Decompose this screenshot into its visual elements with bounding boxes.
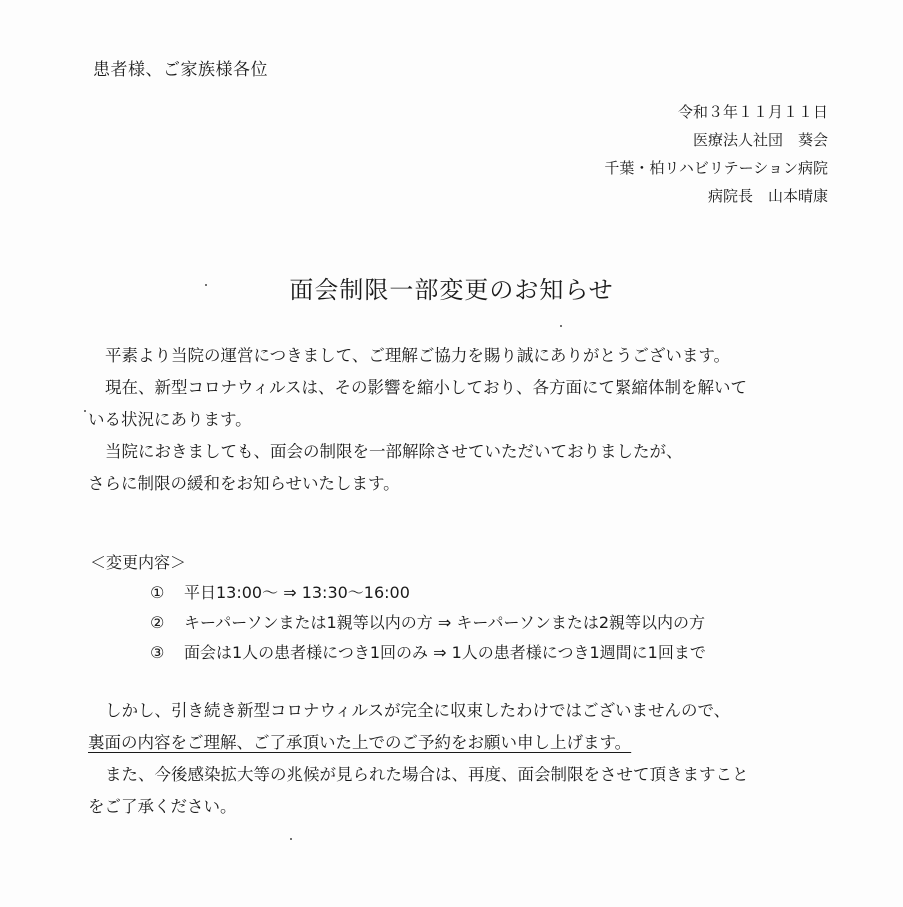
recipient-line: 患者様、ご家族様各位 — [93, 60, 268, 80]
body-paragraph-1: 平素より当院の運営につきまして、ご理解ご協力を賜り誠にありがとうございます。 — [105, 346, 731, 365]
change-item-1 — [90, 578, 706, 608]
scan-speck — [560, 325, 562, 327]
director-name: 病院長 山本晴康 — [707, 187, 828, 205]
sender-block — [604, 98, 828, 210]
closing-text — [88, 695, 838, 823]
change-item-text: 平日13:00～ ⇒ 13:30～16:00 — [184, 583, 410, 602]
scan-speck — [205, 284, 207, 286]
scan-speck — [84, 410, 86, 412]
corporation-name: 医療法人社団 葵会 — [692, 131, 828, 149]
issue-date: 令和３年１１月１１日 — [677, 103, 828, 121]
change-item-3 — [90, 638, 706, 668]
hospital-name: 千葉・柏リハビリテーション病院 — [604, 159, 828, 177]
closing-line-2 — [88, 727, 838, 759]
body-text — [88, 340, 828, 500]
change-item-2 — [90, 608, 706, 638]
closing-line-4: をご了承ください。 — [88, 797, 237, 816]
body-paragraph-2-line-2: いる状況にあります。 — [88, 410, 252, 429]
body-paragraph-3-line-1: 当院におきましても、面会の制限を一部解除させていただいておりましたが、 — [105, 442, 683, 461]
change-item-number: ① — [150, 583, 165, 602]
underlined-request: 裏面の内容をご理解、ご了承頂いた上でのご予約をお願い申し上げます。 — [88, 733, 632, 752]
change-item-number: ③ — [150, 643, 165, 662]
body-paragraph-2-line-1: 現在、新型コロナウィルスは、その影響を縮小しており、各方面にて緊縮体制を解いて — [105, 378, 748, 397]
body-paragraph-3-line-2: さらに制限の緩和をお知らせいたします。 — [88, 474, 400, 493]
closing-line-3: また、今後感染拡大等の兆候が見られた場合は、再度、面会制限をさせて頂きますこと — [105, 765, 749, 784]
change-item-text: 面会は1人の患者様につき1回のみ ⇒ 1人の患者様につき1週間に1回まで — [184, 643, 706, 662]
closing-line-1: しかし、引き続き新型コロナウィルスが完全に収束したわけではございませんので、 — [105, 701, 731, 720]
changes-section — [90, 548, 706, 668]
scan-speck — [290, 838, 292, 840]
change-item-text: キーパーソンまたは1親等以内の方 ⇒ キーパーソンまたは2親等以内の方 — [184, 613, 706, 632]
document-title: 面会制限一部変更のお知らせ — [289, 276, 614, 304]
change-item-number: ② — [150, 613, 165, 632]
changes-heading: ＜変更内容＞ — [90, 553, 187, 572]
